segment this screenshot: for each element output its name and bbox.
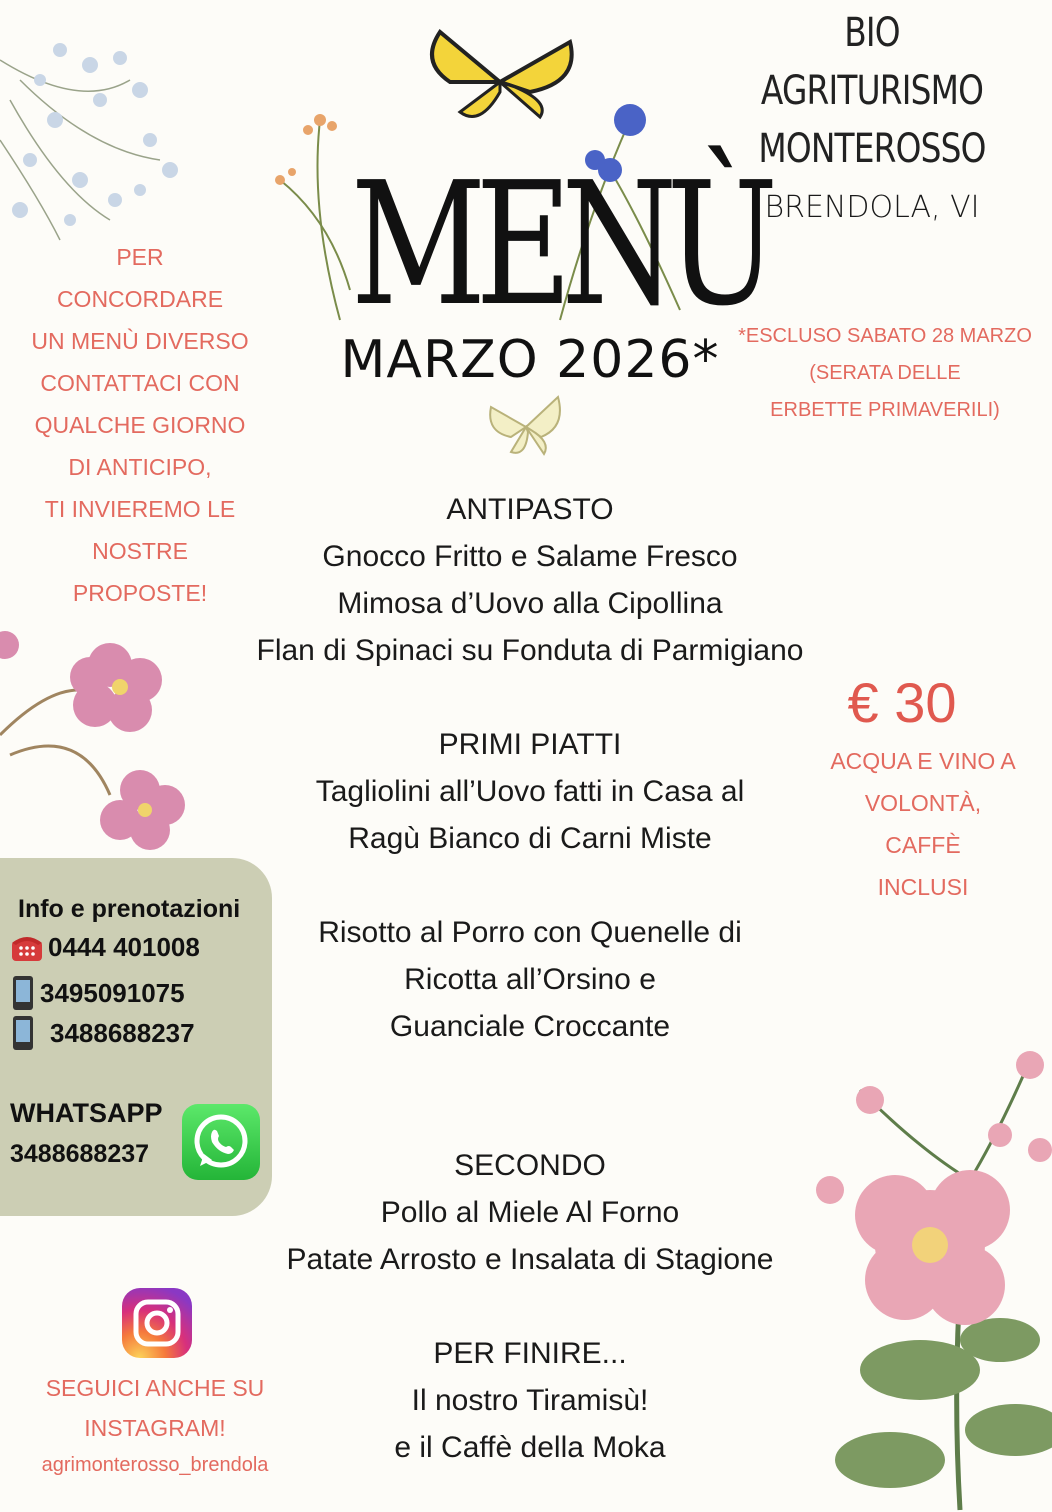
instagram-line-2: INSTAGRAM! — [84, 1415, 226, 1441]
menu-item: Patate Arrosto e Insalata di Stagione — [286, 1243, 774, 1276]
antipasto-section — [220, 486, 840, 674]
price-note-line: VOLONTÀ, — [864, 790, 982, 816]
secondo-heading: SECONDO — [454, 1149, 606, 1182]
pink-flowers-left-decoration — [0, 615, 210, 850]
menu-item: Flan di Spinaci su Fonduta di Parmigiano — [256, 634, 804, 667]
menu-item: Ricotta all’Orsino e — [404, 963, 656, 996]
exclusion-line-1: *ESCLUSO SABATO 28 MARZO — [738, 325, 1032, 347]
note-line: DI ANTICIPO, — [68, 454, 212, 480]
menu-item: Pollo al Miele Al Forno — [380, 1196, 680, 1229]
mobile-number-1: 3495091075 — [40, 977, 185, 1008]
note-line: CONCORDARE — [56, 286, 224, 312]
brand-line-3: MONTEROSSO — [758, 126, 986, 172]
whatsapp-label: WHATSAPP — [10, 1098, 163, 1128]
menu-item: Gnocco Fritto e Salame Fresco — [322, 540, 738, 573]
mobile-number-2: 3488688237 — [50, 1017, 195, 1048]
menu-item: Risotto al Porro con Quenelle di — [318, 916, 742, 949]
exclusion-line-3: ERBETTE PRIMAVERILI) — [770, 399, 1000, 421]
baby-breath-flowers-decoration — [0, 20, 210, 250]
antipasto-heading: ANTIPASTO — [446, 493, 614, 526]
menu-item: e il Caffè della Moka — [394, 1431, 666, 1464]
price: € 30 — [847, 671, 957, 734]
mobile-row-1[interactable] — [10, 975, 185, 1011]
whatsapp-icon[interactable] — [182, 1104, 260, 1180]
primi-heading: PRIMI PIATTI — [438, 728, 622, 761]
whatsapp-number[interactable]: 3488688237 — [10, 1140, 150, 1168]
menu-item: Tagliolini all’Uovo fatti in Casa al — [315, 775, 745, 808]
price-note-line: INCLUSI — [877, 874, 969, 900]
mobile-row-2[interactable] — [10, 1015, 195, 1051]
mobile-phone-icon — [10, 975, 36, 1011]
note-line: UN MENÙ DIVERSO — [31, 328, 249, 354]
price-notes — [808, 740, 1038, 908]
price-note-line: ACQUA E VINO A — [830, 748, 1016, 774]
instagram-handle[interactable]: agrimonterosso_brendola — [41, 1454, 269, 1476]
menu-item: Ragù Bianco di Carni Miste — [348, 822, 712, 855]
instagram-icon[interactable] — [122, 1288, 192, 1358]
instagram-line-1: SEGUICI ANCHE SU — [45, 1375, 265, 1401]
finire-heading: PER FINIRE... — [433, 1337, 627, 1370]
brand-line-1: BIO — [844, 10, 900, 56]
menu-month: MARZO 2026* — [340, 330, 720, 390]
secondo-section — [220, 1142, 840, 1283]
menu-item: Mimosa d’Uovo alla Cipollina — [337, 587, 723, 620]
brand-line-2: AGRITURISMO — [760, 68, 984, 114]
landline-number: 0444 401008 — [48, 932, 200, 962]
price-note-line: CAFFÈ — [885, 832, 961, 858]
brand-location: BRENDOLA, VI — [764, 190, 980, 225]
exclusion-line-2: (SERATA DELLE — [809, 362, 961, 384]
menu-item: Guanciale Croccante — [389, 1010, 671, 1043]
note-line: QUALCHE GIORNO — [34, 412, 246, 438]
note-line: NOSTRE — [92, 538, 188, 564]
exclusion-note — [730, 318, 1040, 429]
landline-row[interactable] — [10, 932, 200, 963]
note-line: CONTATTACI CON — [40, 370, 240, 396]
mobile-phone-icon — [10, 1015, 36, 1051]
note-line: TI INVIEREMO LE — [44, 496, 236, 522]
menu-title: MENÙ — [350, 146, 768, 344]
butterfly-icon — [420, 22, 580, 132]
finire-section — [220, 1330, 840, 1471]
menu-item: Il nostro Tiramisù! — [411, 1384, 649, 1417]
telephone-icon — [10, 933, 44, 963]
note-line: PER — [116, 244, 164, 270]
instagram-cta — [20, 1368, 290, 1448]
primi-section — [220, 721, 840, 1050]
contact-title: Info e prenotazioni — [18, 895, 241, 923]
small-butterfly-icon — [486, 392, 566, 462]
note-line: PROPOSTE! — [72, 580, 208, 606]
